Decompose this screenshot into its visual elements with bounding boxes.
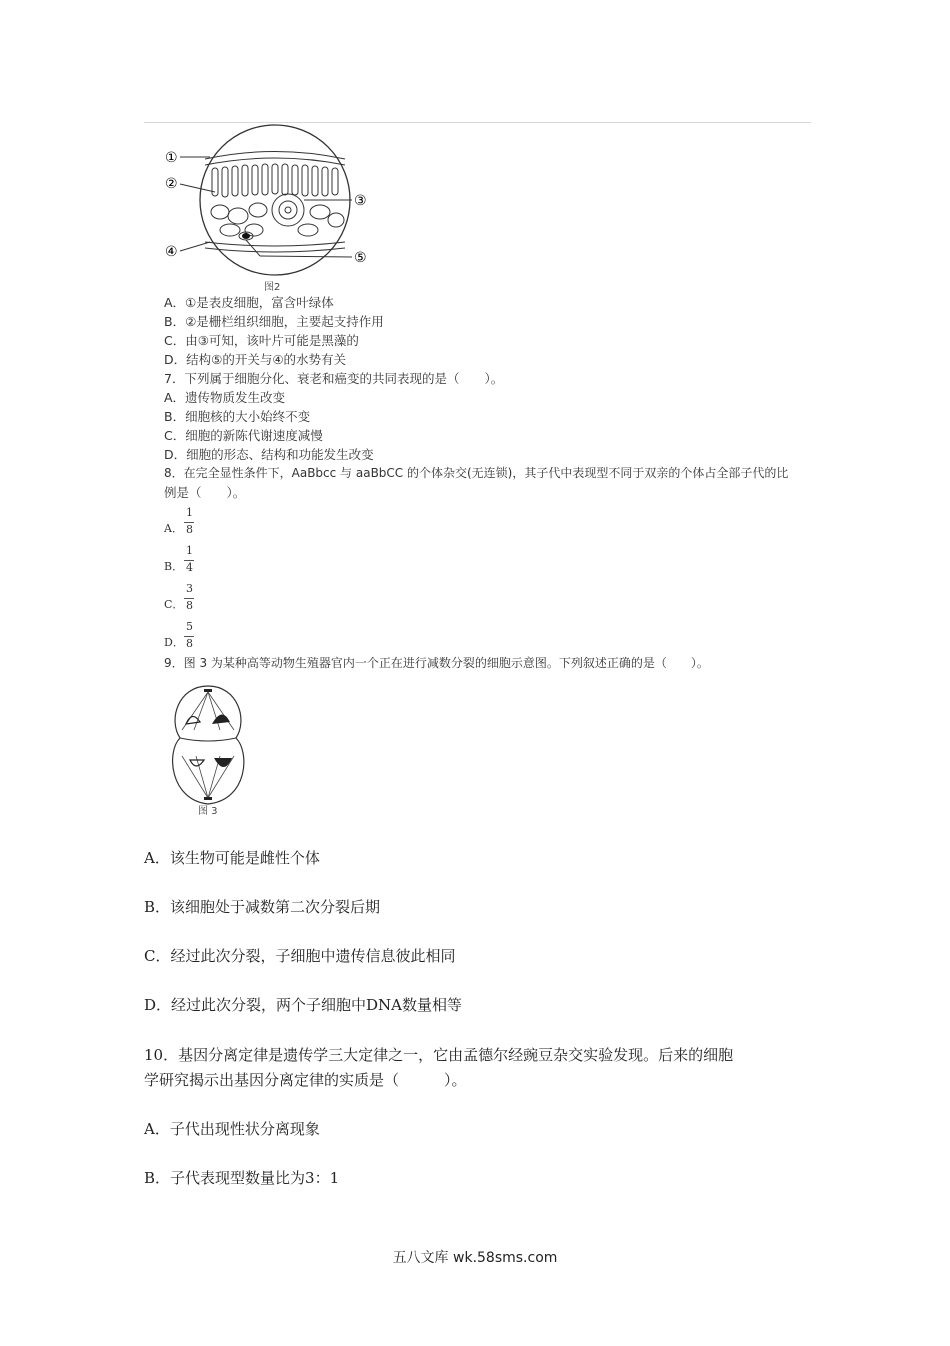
q8-option-c-letter: C．: [164, 598, 184, 611]
q8-option-c-denominator: 8: [186, 599, 193, 612]
q8-option-b-denominator: 4: [186, 561, 193, 574]
q9-stem: 9．图 3 为某种高等动物生殖器官内一个正在进行减数分裂的细胞示意图。下列叙述正确的是（ ）。: [164, 656, 709, 670]
figure2-label-4: ④: [165, 244, 178, 260]
q10-stem-line1: 10．基因分离定律是遗传学三大定律之一，它由孟德尔经豌豆杂交实验发现。后来的细胞: [144, 1046, 734, 1064]
q7-option-b: B．细胞核的大小始终不变: [164, 409, 311, 424]
figure2-label-3: ③: [354, 193, 367, 209]
q8-stem-line1: 8．在完全显性条件下，AaBbcc 与 aaBbCC 的个体杂交(无连锁)，其子代中表现型不同于双亲的个体占全部子代的比: [164, 466, 789, 480]
meiosis-cell-figure: [160, 680, 260, 820]
q6-option-d: D．结构⑤的开关与④的水势有关: [164, 352, 347, 367]
figure3-caption: 图 3: [198, 806, 218, 817]
figure2-label-2: ②: [165, 176, 178, 192]
q6-option-c: C．由③可知，该叶片可能是黑藻的: [164, 333, 359, 348]
q7-stem: 7．下列属于细胞分化、衰老和癌变的共同表现的是（ ）。: [164, 371, 504, 386]
q8-option-d-letter: D．: [164, 636, 184, 649]
q9-option-a: A．该生物可能是雌性个体: [144, 849, 320, 867]
q8-option-d-denominator: 8: [186, 637, 193, 650]
figure2-label-5: ⑤: [354, 250, 367, 266]
q10-stem-line2: 学研究揭示出基因分离定律的实质是（ ）。: [144, 1071, 467, 1089]
q8-stem-line2: 例是（ ）。: [164, 485, 246, 500]
q7-option-c: C．细胞的新陈代谢速度减慢: [164, 428, 323, 443]
q8-option-a-denominator: 8: [186, 523, 193, 536]
q7-option-d: D．细胞的形态、结构和功能发生改变: [164, 447, 374, 462]
q7-option-a: A．遗传物质发生改变: [164, 390, 286, 405]
q10-option-a: A．子代出现性状分离现象: [144, 1120, 320, 1138]
q8-option-b-numerator: 1: [186, 544, 193, 557]
q9-option-b: B．该细胞处于减数第二次分裂后期: [144, 898, 381, 916]
page-footer-watermark: 五八文库 wk.58sms.com: [392, 1250, 558, 1266]
q8-option-a-letter: A．: [164, 522, 183, 535]
q8-option-b-letter: B．: [164, 560, 184, 573]
q9-option-d: D．经过此次分裂，两个子细胞中DNA数量相等: [144, 996, 463, 1014]
figure2-caption: 图2: [264, 282, 281, 293]
q8-option-a-numerator: 1: [186, 506, 193, 519]
q10-option-b: B．子代表现型数量比为3：1: [144, 1169, 340, 1187]
q9-option-c: C．经过此次分裂，子细胞中遗传信息彼此相同: [144, 947, 456, 965]
q8-option-d-numerator: 5: [186, 620, 193, 633]
q6-option-a: A．①是表皮细胞，富含叶绿体: [164, 295, 334, 310]
q8-option-c-numerator: 3: [186, 582, 193, 595]
figure2-label-1: ①: [165, 150, 178, 166]
q6-option-b: B．②是栅栏组织细胞，主要起支持作用: [164, 314, 384, 329]
